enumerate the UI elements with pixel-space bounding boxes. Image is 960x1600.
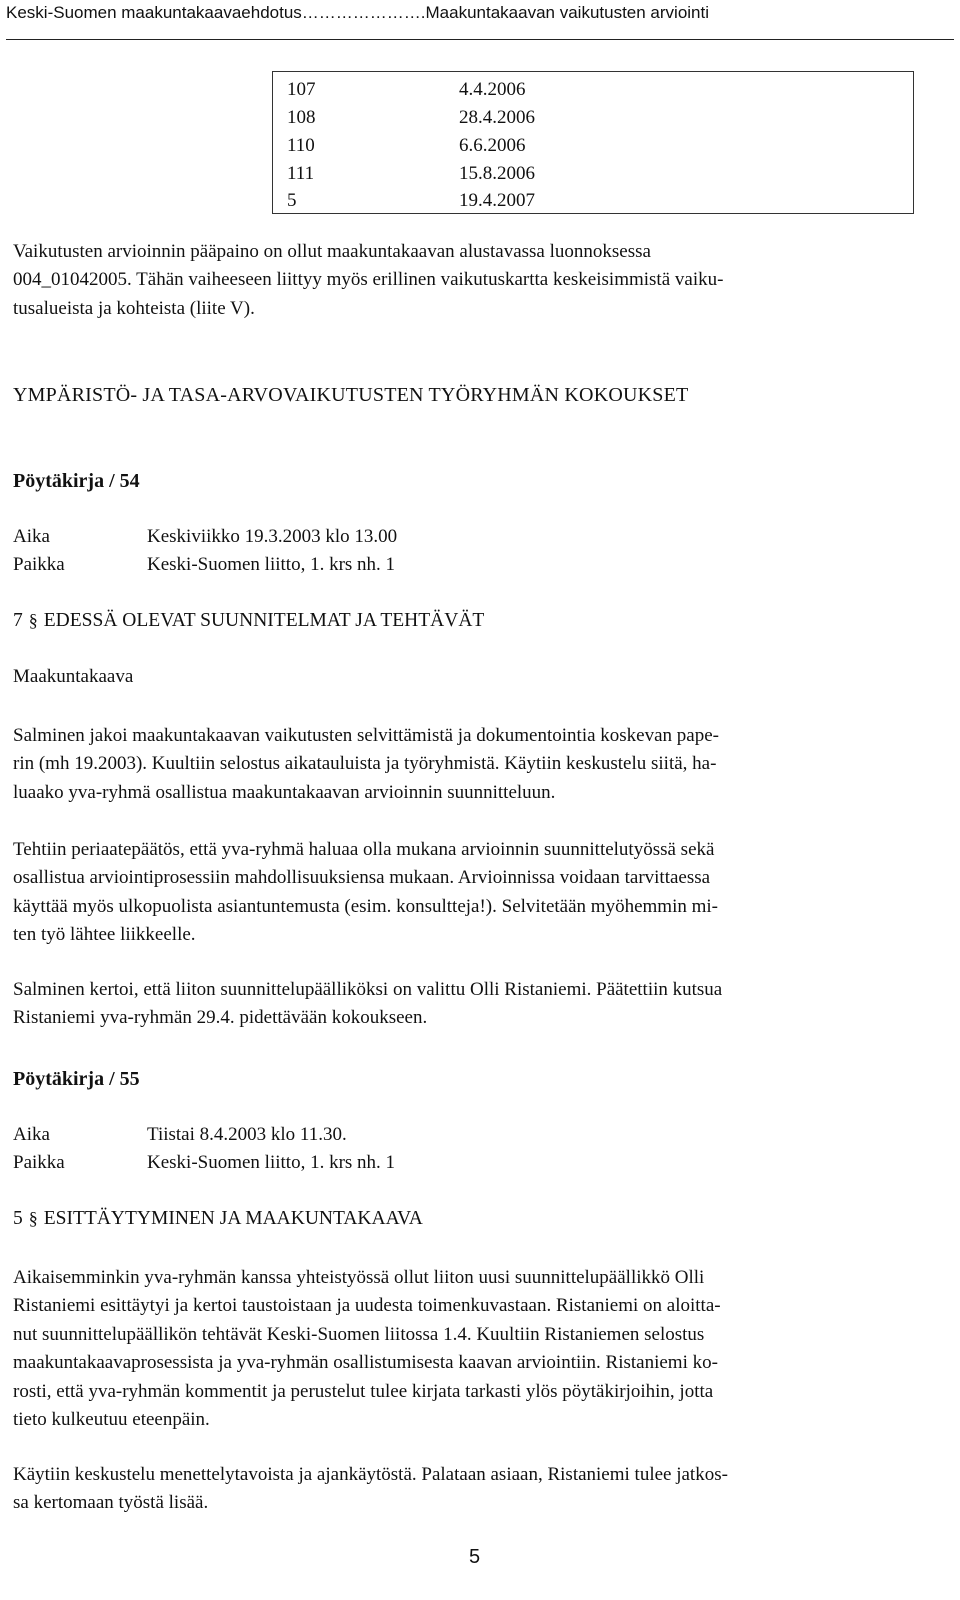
section-title: ESITTÄYTYMINEN JA MAAKUNTAKAAVA xyxy=(43,1208,423,1229)
table-row xyxy=(287,104,907,132)
page-number: 5 xyxy=(469,1546,481,1568)
section-sign: § xyxy=(28,610,38,630)
text-line: rosti, että yva-ryhmän kommentit ja perustelut tulee kirjata tarkasti ylös pöytäkirjoihin, jotta xyxy=(13,1380,714,1402)
paragraph xyxy=(13,1264,940,1434)
meeting-number: 110 xyxy=(287,135,315,156)
meeting-date: 15.8.2006 xyxy=(459,163,535,184)
section-number: 5 xyxy=(13,1208,23,1229)
meeting-date: 6.6.2006 xyxy=(459,135,526,156)
meeting-time xyxy=(13,1124,347,1146)
time-value: Tiistai 8.4.2003 klo 11.30. xyxy=(147,1124,347,1145)
agenda-item xyxy=(13,1208,423,1230)
paragraph xyxy=(13,1461,940,1518)
paragraph xyxy=(13,722,940,807)
place-label: Paikka xyxy=(13,1152,65,1173)
text-line: Aikaisemminkin yva-ryhmän kanssa yhteistyössä ollut liiton uusi suunnittelupäällikkö Olli xyxy=(13,1267,705,1288)
intro-paragraph xyxy=(13,238,940,323)
text-line: tusalueista ja kohteista (liite V). xyxy=(13,297,255,319)
text-line: Salminen kertoi, että liiton suunnittelupäälliköksi on valittu Olli Ristaniemi. Päätettiin kutsua xyxy=(13,979,723,1000)
text-line: osallistua arviointiprosessiin mahdollisuuksiensa mukaan. Arvioinnissa voidaan tarvittaessa xyxy=(13,867,711,889)
meeting-place xyxy=(13,1152,395,1174)
text-line: Ristaniemi esittäytyi ja kertoi taustoistaan ja uudesta toimenkuvastaan. Ristaniemi on aloitta- xyxy=(13,1295,721,1317)
text-line: maakuntakaavaprosessista ja yva-ryhmän osallistumisesta kaavan arviointiin. Ristaniemi ko- xyxy=(13,1352,718,1374)
meeting-number: 108 xyxy=(287,107,316,128)
time-value: Keskiviikko 19.3.2003 klo 13.00 xyxy=(147,526,398,547)
place-value: Keski-Suomen liitto, 1. krs nh. 1 xyxy=(147,554,396,575)
place-value: Keski-Suomen liitto, 1. krs nh. 1 xyxy=(147,1152,396,1173)
text-line: luaako yva-ryhmä osallistua maakuntakaavan arvioinnin suunnitteluun. xyxy=(13,781,556,803)
table-row xyxy=(287,187,907,215)
meeting-dates-table xyxy=(272,71,914,214)
text-line: tieto kulkeutuu eteenpäin. xyxy=(13,1409,210,1431)
section-title: EDESSÄ OLEVAT SUUNNITELMAT JA TEHTÄVÄT xyxy=(43,610,485,631)
place-label: Paikka xyxy=(13,554,65,575)
text-line: Vaikutusten arvioinnin pääpaino on ollut maakuntakaavan alustavassa luonnoksessa xyxy=(13,241,651,262)
meeting-number: 107 xyxy=(287,79,316,100)
text-line: 004_01042005. Tähän vaiheeseen liittyy myös erillinen vaikutuskartta keskeisimmistä vaiku- xyxy=(13,269,724,291)
table-row xyxy=(287,76,907,104)
meeting-number: 5 xyxy=(287,190,297,211)
agenda-item xyxy=(13,610,484,632)
text-line: sa kertomaan työstä lisää. xyxy=(13,1492,209,1514)
text-line: käyttää myös ulkopuolista asiantuntemusta (esim. konsultteja!). Selvitetään myöhemmin mi- xyxy=(13,895,718,917)
text-line: Salminen jakoi maakuntakaavan vaikutusten selvittämistä ja dokumentointia koskevan pape- xyxy=(13,725,719,746)
meeting-date: 28.4.2006 xyxy=(459,107,535,128)
meeting-place xyxy=(13,554,395,576)
time-label: Aika xyxy=(13,526,50,547)
header-text: Keski-Suomen maakuntakaavaehdotus………………….Maakuntakaavan vaikutusten arviointi xyxy=(6,3,710,22)
text-line: nut suunnittelupäällikön tehtävät Keski-Suomen liitossa 1.4. Kuultiin Ristaniemen selostus xyxy=(13,1323,705,1345)
text-line: Käytiin keskustelu menettelytavoista ja ajankäytöstä. Palataan asiaan, Ristaniemi tulee jatkos- xyxy=(13,1464,728,1485)
subheading: Maakuntakaava xyxy=(13,666,134,687)
table-row xyxy=(287,132,907,160)
paragraph xyxy=(13,976,940,1033)
table-row xyxy=(287,160,907,188)
section-heading: YMPÄRISTÖ- JA TASA-ARVOVAIKUTUSTEN TYÖRYHMÄN KOKOUKSET xyxy=(13,384,689,406)
text-line: ten työ lähtee liikkeelle. xyxy=(13,924,196,946)
meeting-date: 4.4.2006 xyxy=(459,79,526,100)
meeting-time xyxy=(13,526,397,548)
meeting-number: 111 xyxy=(287,163,315,184)
section-number: 7 xyxy=(13,610,23,631)
minutes-title: Pöytäkirja / 55 xyxy=(13,1068,140,1090)
text-line: Ristaniemi yva-ryhmän 29.4. pidettävään kokoukseen. xyxy=(13,1007,428,1029)
meeting-date: 19.4.2007 xyxy=(459,190,535,211)
paragraph xyxy=(13,836,940,950)
time-label: Aika xyxy=(13,1124,50,1145)
minutes-title: Pöytäkirja / 54 xyxy=(13,470,140,492)
text-line: rin (mh 19.2003). Kuultiin selostus aikatauluista ja työryhmistä. Käytiin keskustelu siitä, ha- xyxy=(13,753,717,775)
text-line: Tehtiin periaatepäätös, että yva-ryhmä haluaa olla mukana arvioinnin suunnittelutyössä sekä xyxy=(13,839,715,860)
section-sign: § xyxy=(28,1208,38,1228)
running-header xyxy=(6,0,954,40)
